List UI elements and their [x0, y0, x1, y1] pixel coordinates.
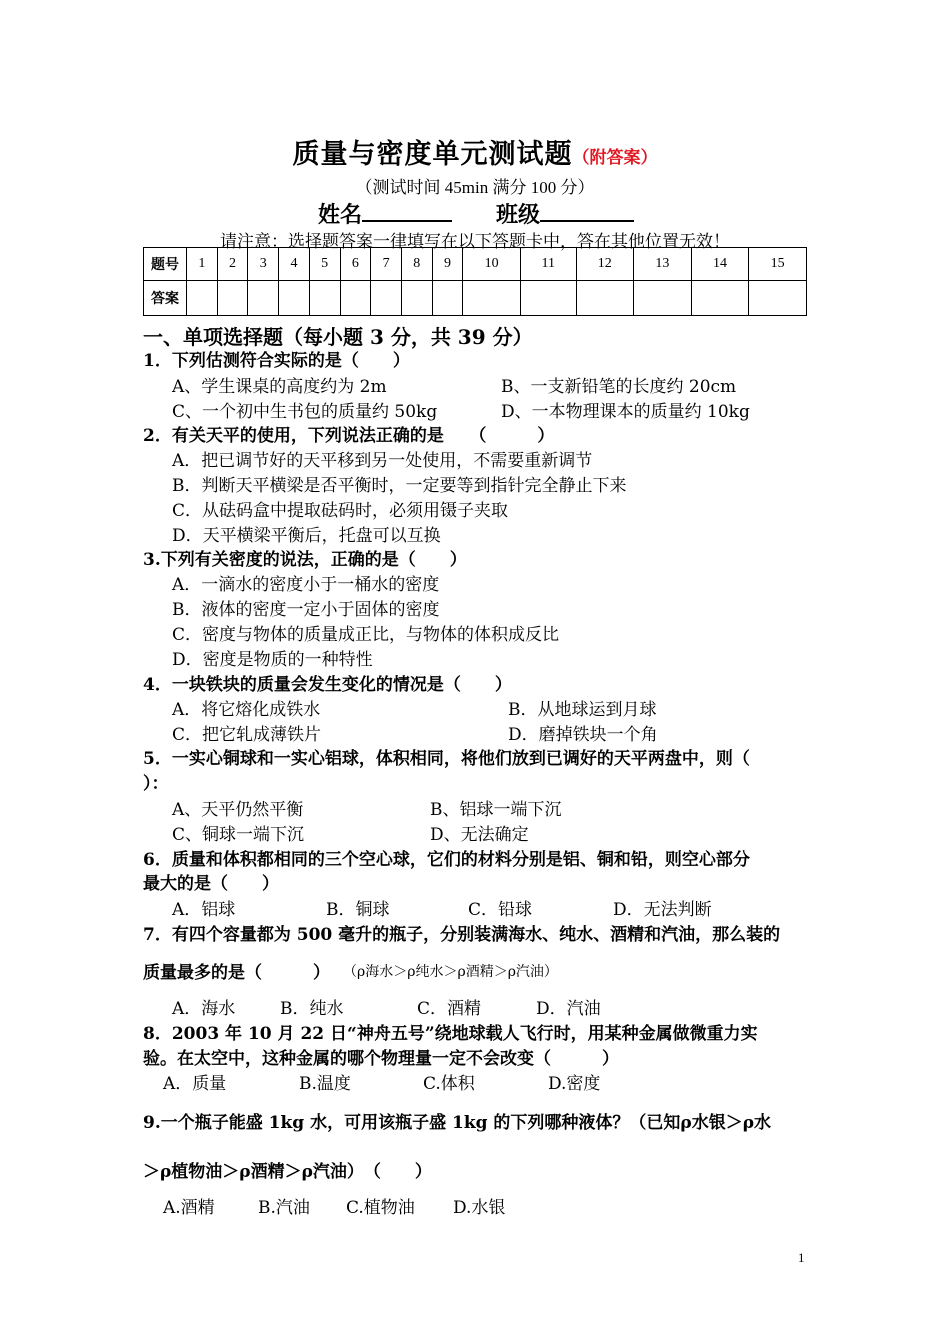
- q9-option-c: C.植物油: [346, 1198, 415, 1218]
- question-6-stem-cont: 最大的是（ ）: [143, 874, 279, 894]
- name-class-row: [318, 198, 634, 229]
- question-5-stem: 5．一实心铜球和一实心铝球，体积相同，将他们放到已调好的天平两盘中，则（: [143, 749, 750, 769]
- question-8-stem-cont: 验。在太空中，这种金属的哪个物理量一定不会改变（ ）: [143, 1049, 619, 1069]
- section-heading: 一、单项选择题（每小题 3 分，共 39 分）: [143, 325, 533, 349]
- q9-option-b: B.汽油: [258, 1198, 310, 1218]
- title-note: （附答案）: [572, 148, 658, 168]
- question-number: 1: [187, 248, 218, 281]
- q7-option-d: D．汽油: [536, 999, 601, 1019]
- q6-option-d: D．无法判断: [613, 900, 712, 920]
- q8-option-a: A．质量: [163, 1074, 227, 1094]
- answer-sheet: [143, 247, 807, 316]
- question-9-stem: 9.一个瓶子能盛 1kg 水，可用该瓶子盛 1kg 的下列哪种液体？（已知ρ水银＞ρ水: [143, 1113, 772, 1133]
- answer-cell[interactable]: [340, 281, 371, 316]
- page-title: [0, 132, 950, 171]
- question-number: 8: [401, 248, 432, 281]
- q2-option-a: A．把已调节好的天平移到另一处使用，不需要重新调节: [172, 451, 593, 471]
- question-7-stem: 7．有四个容量都为 500 毫升的瓶子，分别装满海水、纯水、酒精和汽油，那么装的: [143, 925, 781, 945]
- test-info: （测试时间 45min 满分 100 分）: [355, 178, 595, 197]
- answer-cell[interactable]: [432, 281, 463, 316]
- question-5-stem-cont: ）：: [143, 774, 169, 794]
- q5-option-b: B、铝球一端下沉: [430, 800, 562, 820]
- question-number: 3: [248, 248, 279, 281]
- q6-option-a: A．铝球: [172, 900, 236, 920]
- answer-cell[interactable]: [520, 281, 576, 316]
- q1-option-b: B、一支新铅笔的长度约 20cm: [501, 377, 737, 397]
- question-number: 13: [634, 248, 692, 281]
- answer-cell[interactable]: [309, 281, 340, 316]
- q8-option-d: D.密度: [548, 1074, 601, 1094]
- q1-option-c: C、一个初中生书包的质量约 50kg: [172, 402, 438, 422]
- question-7-stem-cont: 质量最多的是（ ）: [143, 963, 330, 983]
- q2-option-c: C．从砝码盒中提取砝码时，必须用镊子夹取: [172, 501, 509, 521]
- question-number: 12: [576, 248, 634, 281]
- q5-option-a: A、天平仍然平衡: [172, 800, 304, 820]
- q4-option-a: A．将它熔化成铁水: [172, 700, 321, 720]
- answer-cell[interactable]: [749, 281, 807, 316]
- answer-sheet-number-row: [144, 248, 807, 281]
- q7-option-a: A．海水: [172, 999, 236, 1019]
- question-4-stem: 4．一块铁块的质量会发生变化的情况是（ ）: [143, 675, 512, 695]
- q4-option-b: B．从地球运到月球: [508, 700, 657, 720]
- question-2-stem: 2．有关天平的使用，下列说法正确的是 （ ）: [143, 426, 555, 446]
- q5-option-d: D、无法确定: [430, 825, 529, 845]
- answer-cell[interactable]: [463, 281, 521, 316]
- answer-cell[interactable]: [401, 281, 432, 316]
- question-9-stem-cont: ＞ρ植物油＞ρ酒精＞ρ汽油） （ ）: [143, 1162, 432, 1182]
- q7-option-c: C．酒精: [417, 999, 482, 1019]
- question-number: 4: [279, 248, 310, 281]
- answer-cell[interactable]: [217, 281, 248, 316]
- title-main: 质量与密度单元测试题: [292, 139, 573, 170]
- q4-option-d: D．磨掉铁块一个角: [508, 725, 658, 745]
- answer-cell[interactable]: [187, 281, 218, 316]
- q9-option-a: A.酒精: [163, 1198, 215, 1218]
- q5-option-c: C、铜球一端下沉: [172, 825, 305, 845]
- name-label: 姓名: [318, 202, 363, 228]
- question-number: 6: [340, 248, 371, 281]
- q3-option-c: C．密度与物体的质量成正比，与物体的体积成反比: [172, 625, 560, 645]
- question-number: 7: [371, 248, 402, 281]
- notice: 请注意：选择题答案一律填写在以下答题卡中，答在其他位置无效！: [220, 232, 730, 252]
- question-number: 15: [749, 248, 807, 281]
- q6-option-c: C．铅球: [468, 900, 533, 920]
- q7-option-b: B．纯水: [280, 999, 344, 1019]
- question-1-stem: 1．下列估测符合实际的是（ ）: [143, 351, 410, 371]
- q4-option-c: C．把它轧成薄铁片: [172, 725, 322, 745]
- question-8-stem: 8．2003 年 10 月 22 日“神舟五号”绕地球载人飞行时，用某种金属做微重力实: [143, 1024, 758, 1044]
- q7-density-condition: （ρ海水＞ρ纯水＞ρ酒精＞ρ汽油）: [343, 964, 558, 980]
- question-number: 14: [691, 248, 749, 281]
- q1-option-a: A、学生课桌的高度约为 2m: [172, 377, 387, 397]
- question-number: 5: [309, 248, 340, 281]
- answer-cell[interactable]: [576, 281, 634, 316]
- question-number: 10: [463, 248, 521, 281]
- answer-cell[interactable]: [279, 281, 310, 316]
- answer-cell[interactable]: [371, 281, 402, 316]
- q2-option-d: D．天平横梁平衡后，托盘可以互换: [172, 526, 441, 546]
- answer-cell[interactable]: [634, 281, 692, 316]
- question-3-stem: 3.下列有关密度的说法，正确的是（ ）: [143, 550, 467, 570]
- answer-header: 答案: [144, 281, 187, 316]
- number-header: 题号: [144, 248, 187, 281]
- name-blank: [362, 202, 452, 222]
- q2-option-b: B．判断天平横梁是否平衡时，一定要等到指针完全静止下来: [172, 476, 627, 496]
- q9-option-d: D.水银: [453, 1198, 506, 1218]
- q3-option-a: A．一滴水的密度小于一桶水的密度: [172, 575, 440, 595]
- q3-option-d: D．密度是物质的一种特性: [172, 650, 373, 670]
- q3-option-b: B．液体的密度一定小于固体的密度: [172, 600, 440, 620]
- answer-sheet-answer-row: [144, 281, 807, 316]
- answer-cell[interactable]: [691, 281, 749, 316]
- q1-option-d: D、一本物理课本的质量约 10kg: [501, 402, 750, 422]
- question-number: 9: [432, 248, 463, 281]
- q8-option-c: C.体积: [423, 1074, 475, 1094]
- question-number: 2: [217, 248, 248, 281]
- q8-option-b: B.温度: [299, 1074, 351, 1094]
- q6-option-b: B．铜球: [326, 900, 390, 920]
- question-6-stem: 6．质量和体积都相同的三个空心球，它们的材料分别是铝、铜和铅，则空心部分: [143, 850, 750, 870]
- class-blank: [540, 202, 634, 222]
- page-number: 1: [798, 1250, 805, 1265]
- question-number: 11: [520, 248, 576, 281]
- answer-cell[interactable]: [248, 281, 279, 316]
- class-label: 班级: [496, 202, 541, 228]
